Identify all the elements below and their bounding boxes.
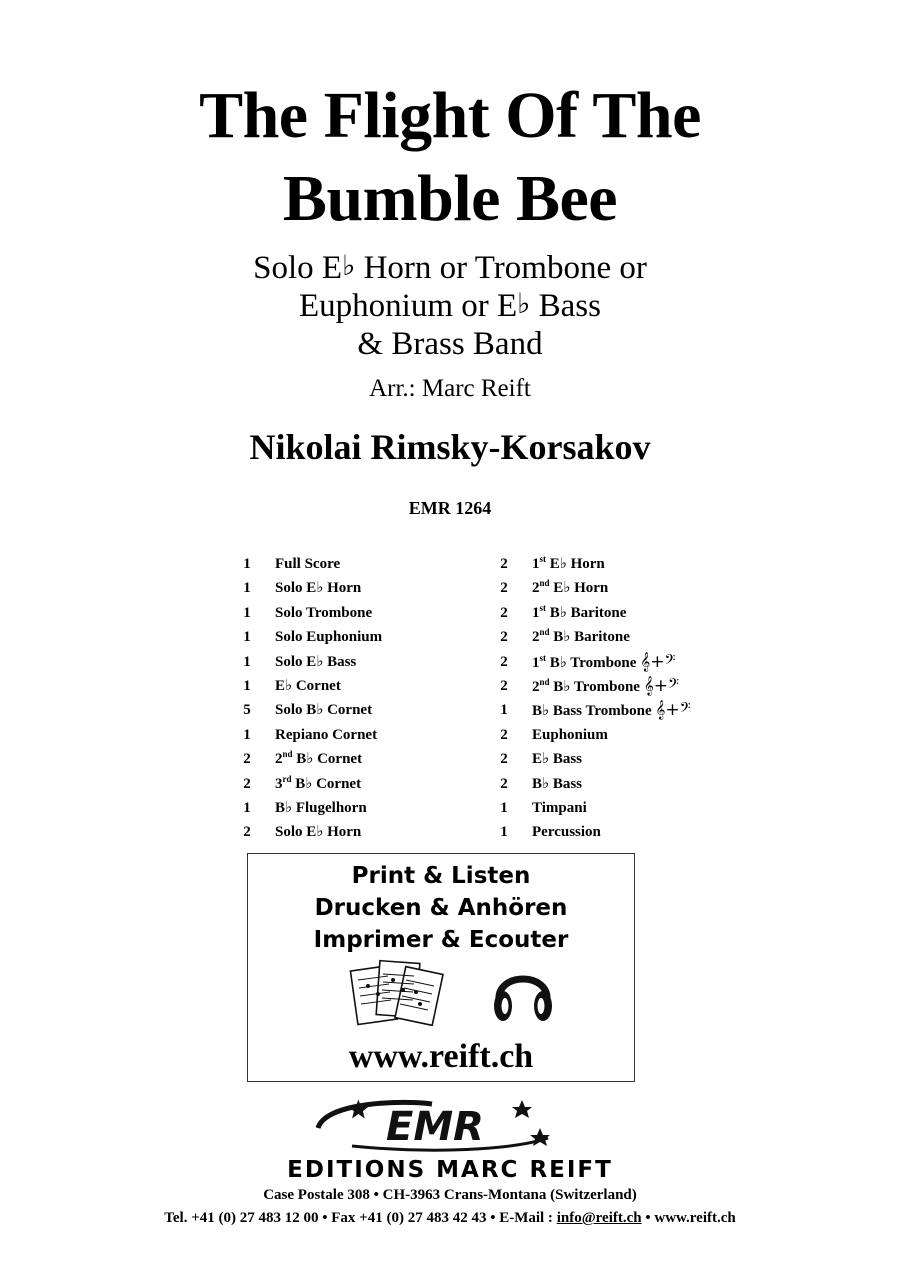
part-name bbox=[532, 625, 630, 649]
part-quantity: 2 bbox=[500, 556, 508, 572]
part-row bbox=[497, 723, 737, 747]
part-label: Solo B♭ Cornet bbox=[275, 702, 373, 719]
part-row bbox=[240, 747, 480, 771]
headphones-icon bbox=[491, 958, 555, 1026]
part-ordinal-suffix: nd bbox=[539, 676, 550, 687]
part-ordinal: 1 bbox=[532, 604, 540, 621]
part-row bbox=[240, 576, 480, 600]
part-row bbox=[497, 796, 737, 820]
part-quantity: 1 bbox=[500, 799, 508, 816]
part-quantity: 1 bbox=[243, 604, 251, 621]
part-ordinal: 2 bbox=[275, 751, 283, 768]
promo-line-1: Print & Listen bbox=[351, 863, 531, 889]
part-ordinal: 2 bbox=[532, 678, 540, 695]
part-row bbox=[240, 820, 480, 844]
emr-logo bbox=[312, 1098, 558, 1152]
part-label: Solo E♭ Horn bbox=[275, 580, 362, 597]
part-row bbox=[497, 772, 737, 796]
part-name bbox=[532, 576, 608, 600]
part-quantity: 2 bbox=[243, 824, 251, 841]
part-row bbox=[240, 796, 480, 820]
logo-text: EMR bbox=[386, 1104, 484, 1150]
part-name bbox=[275, 552, 340, 576]
catalog-number: EMR 1264 bbox=[408, 498, 492, 518]
part-quantity: 5 bbox=[243, 702, 251, 719]
parts-list-left bbox=[240, 552, 480, 845]
part-row bbox=[497, 698, 737, 722]
part-row bbox=[497, 576, 737, 600]
part-label: B♭ Bass Trombone bbox=[532, 703, 652, 720]
part-quantity: 1 bbox=[243, 653, 251, 670]
part-name bbox=[275, 747, 362, 771]
part-quantity: 1 bbox=[243, 726, 251, 743]
part-name bbox=[532, 698, 691, 723]
part-label: E♭ Cornet bbox=[275, 677, 341, 694]
part-name bbox=[275, 601, 372, 625]
part-ordinal: 2 bbox=[532, 580, 540, 597]
contact-line: Tel. +41 (0) 27 483 12 00 • Fax +41 (0) 27 483 42 43 • E-Mail : info@reift.ch • www.reift.ch bbox=[164, 1210, 736, 1226]
part-ordinal-suffix: nd bbox=[539, 627, 550, 638]
part-name bbox=[275, 698, 372, 722]
part-label: B♭ Baritone bbox=[546, 604, 627, 621]
part-label: Repiano Cornet bbox=[275, 726, 378, 743]
clef-icons: 𝄞+𝄢 bbox=[643, 675, 679, 696]
address: Case Postale 308 • CH-3963 Crans-Montana (Switzerland) bbox=[263, 1187, 637, 1203]
publisher-name: EDITIONS MARC REIFT bbox=[287, 1157, 613, 1183]
title-line-1: The Flight Of The bbox=[199, 79, 701, 152]
subtitle-line-2: Euphonium or E♭ Bass bbox=[299, 288, 601, 324]
promo-line-2: Drucken & Anhören bbox=[314, 895, 568, 921]
sheet-music-icon bbox=[348, 958, 444, 1026]
part-quantity: 1 bbox=[500, 702, 508, 719]
title-line-2: Bumble Bee bbox=[282, 162, 618, 235]
part-name bbox=[275, 723, 377, 747]
part-name bbox=[532, 747, 582, 771]
part-row bbox=[497, 820, 737, 844]
part-label: E♭ Bass bbox=[532, 751, 583, 768]
part-quantity: 2 bbox=[243, 751, 251, 768]
part-name bbox=[275, 625, 382, 649]
part-ordinal-suffix: st bbox=[539, 652, 546, 663]
part-row bbox=[497, 650, 737, 674]
part-ordinal: 3 bbox=[275, 775, 283, 792]
part-name bbox=[275, 650, 356, 674]
part-label: B♭ Trombone bbox=[549, 678, 640, 695]
part-ordinal-suffix: nd bbox=[282, 749, 293, 760]
part-name bbox=[275, 674, 341, 698]
part-row bbox=[497, 747, 737, 771]
part-name bbox=[532, 674, 679, 699]
part-quantity: 1 bbox=[243, 580, 251, 597]
part-name bbox=[532, 820, 601, 844]
part-label: B♭ Bass bbox=[532, 775, 583, 792]
parts-list-right bbox=[497, 552, 737, 845]
part-row bbox=[240, 674, 480, 698]
part-quantity: 2 bbox=[500, 726, 508, 743]
part-label: E♭ Horn bbox=[549, 580, 609, 597]
part-quantity: 2 bbox=[500, 604, 508, 621]
part-name bbox=[532, 650, 675, 675]
part-name bbox=[275, 772, 361, 796]
part-quantity: 2 bbox=[500, 677, 508, 694]
part-quantity: 2 bbox=[500, 629, 508, 646]
part-ordinal-suffix: rd bbox=[282, 773, 292, 784]
part-quantity: 1 bbox=[243, 556, 251, 572]
part-quantity: 2 bbox=[500, 751, 508, 768]
part-row bbox=[240, 698, 480, 722]
part-label: Timpani bbox=[532, 799, 587, 816]
part-quantity: 1 bbox=[243, 677, 251, 694]
part-quantity: 2 bbox=[243, 775, 251, 792]
part-quantity: 2 bbox=[500, 653, 508, 670]
part-quantity: 1 bbox=[500, 824, 508, 841]
part-label: Full Score bbox=[275, 556, 341, 572]
part-row bbox=[240, 552, 480, 576]
part-ordinal-suffix: st bbox=[539, 602, 546, 613]
part-row bbox=[240, 625, 480, 649]
part-row bbox=[497, 674, 737, 698]
part-label: Solo E♭ Bass bbox=[275, 653, 357, 670]
part-name bbox=[532, 772, 582, 796]
part-label: Solo E♭ Horn bbox=[275, 824, 362, 841]
promo-website: www.reift.ch bbox=[348, 1038, 534, 1075]
part-quantity: 2 bbox=[500, 580, 508, 597]
part-label: Solo Euphonium bbox=[275, 629, 383, 646]
part-name bbox=[532, 552, 605, 576]
clef-icons: 𝄞+𝄢 bbox=[655, 700, 691, 721]
print-listen-box bbox=[247, 853, 635, 1082]
part-name bbox=[532, 796, 587, 820]
flat-symbol: ♭ bbox=[517, 288, 531, 320]
part-ordinal-suffix: st bbox=[539, 554, 546, 564]
part-ordinal: 2 bbox=[532, 629, 540, 646]
part-name bbox=[275, 576, 361, 600]
subtitle-line-1: Solo E♭ Horn or Trombone or bbox=[253, 250, 647, 286]
part-ordinal: 1 bbox=[532, 654, 540, 671]
part-name bbox=[532, 723, 608, 747]
part-row bbox=[240, 601, 480, 625]
promo-line-3: Imprimer & Ecouter bbox=[313, 927, 569, 953]
part-row bbox=[497, 552, 737, 576]
part-label: Solo Trombone bbox=[275, 604, 373, 621]
part-label: B♭ Baritone bbox=[549, 629, 630, 646]
subtitle-line-3: & Brass Band bbox=[357, 326, 543, 362]
part-row bbox=[240, 772, 480, 796]
email-link[interactable]: info@reift.ch bbox=[556, 1210, 642, 1226]
part-quantity: 2 bbox=[500, 775, 508, 792]
part-label: B♭ Cornet bbox=[291, 775, 362, 792]
flat-symbol: ♭ bbox=[342, 250, 356, 282]
part-label: Percussion bbox=[532, 824, 601, 841]
part-label: E♭ Horn bbox=[546, 556, 605, 572]
part-label: Euphonium bbox=[532, 726, 608, 743]
part-row bbox=[497, 601, 737, 625]
subtitle bbox=[0, 250, 900, 363]
part-name bbox=[532, 601, 626, 625]
clef-icons: 𝄞+𝄢 bbox=[640, 651, 676, 672]
part-ordinal: 1 bbox=[532, 556, 540, 572]
part-row bbox=[497, 625, 737, 649]
part-ordinal-suffix: nd bbox=[539, 578, 550, 589]
composer: Nikolai Rimsky-Korsakov bbox=[249, 427, 651, 467]
part-row bbox=[240, 650, 480, 674]
part-quantity: 1 bbox=[243, 629, 251, 646]
part-name bbox=[275, 820, 361, 844]
part-label: B♭ Flugelhorn bbox=[275, 799, 367, 816]
arranger: Arr.: Marc Reift bbox=[369, 375, 531, 402]
part-row bbox=[240, 723, 480, 747]
part-label: B♭ Trombone bbox=[546, 654, 637, 671]
part-label: B♭ Cornet bbox=[292, 751, 363, 768]
part-name bbox=[275, 796, 367, 820]
part-quantity: 1 bbox=[243, 799, 251, 816]
